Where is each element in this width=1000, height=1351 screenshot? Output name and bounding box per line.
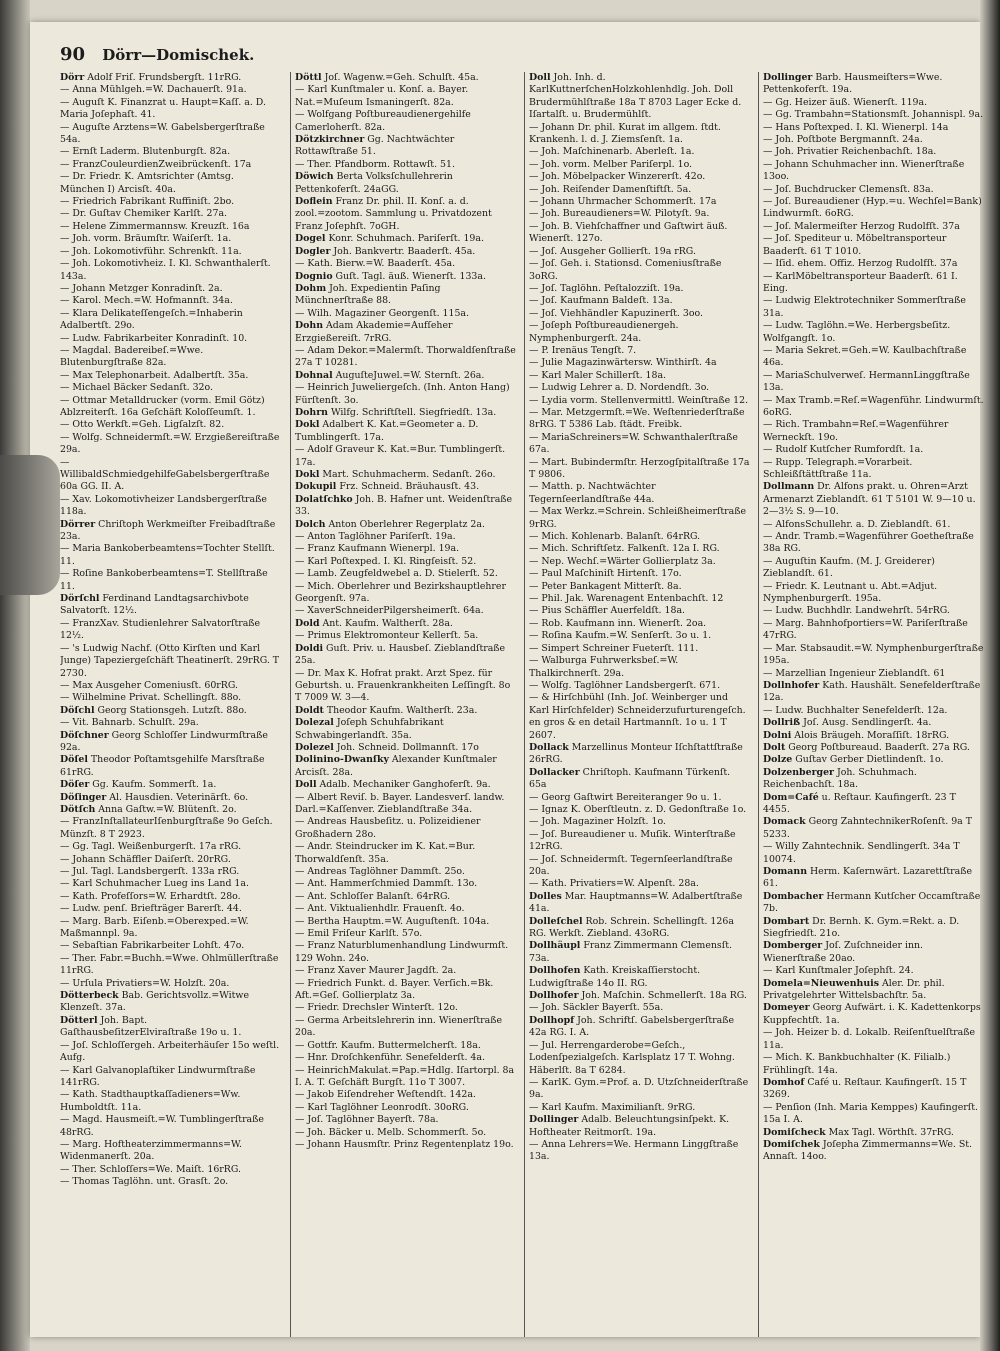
directory-entry: Dold Ant. Kaufm. Waltherſt. 28a. [295, 617, 453, 629]
directory-entry: — AlfonsSchullehr. a. D. Zieblandſt. 61. [763, 518, 951, 530]
directory-entry: — Andreas Taglöhner Dammſt. 25o. [295, 866, 465, 877]
directory-entry: Dollinger Barb. Hausmeiſters=Wwe. Pettenkoferſt. 19a. [763, 72, 943, 96]
directory-entry: — XaverSchneiderPilgersheimerſt. 64a. [295, 605, 484, 617]
directory-entry: — Emil Friſeur Karlſt. 57o. [295, 928, 423, 940]
directory-entry: — Rupp. Telegraph.=Vorarbeit. Schleißſtättſtraße 11a. [763, 456, 913, 480]
directory-entry: — Friedrich Funkt. d. Bayer. Verſich.=Bk. Aft.=Geſ. Gollierplatz 3a. [295, 977, 494, 1002]
directory-entry: Dokl Mart. Schuhmacherm. Sedanſt. 26o. [295, 469, 496, 480]
directory-columns [60, 72, 984, 1337]
directory-entry: — Iſid. ehem. Offiz. Herzog Rudolfſt. 37a [763, 258, 958, 270]
directory-entry: Domeyer Georg Aufwärt. i. K. Kadettenkorps Kuppfechtſt. 1a. [763, 1002, 981, 1026]
directory-entry: Dombacher Hermann Kutſcher Occamſtraße 7b. [763, 890, 981, 915]
directory-entry: Dörrer Chriſtoph Werkmeiſter Freibadſtraße 23a. [60, 518, 276, 543]
directory-entry: Doll Joh. Inh. d. KarlKuttnerſchenHolzkohlenhdlg. Joh. Doll Brudermühlſtraße 18a T 8703 Lager Ecke d. Iſartalſt. u. Brudermühlſt. [529, 72, 742, 121]
directory-entry: — Karl Galvanoplaſtiker Lindwurmſtraße 141rRG. [60, 1064, 256, 1088]
directory-entry: — KarlMöbeltransporteur Baaderſt. 61 I. Eing. [763, 270, 958, 294]
directory-entry: — Dr. Max K. Hofrat prakt. Arzt Spez. für Geburtsh. u. Frauenkrankheiten Leſſingſt. 8o T 7009 W. 3—4. [295, 667, 511, 704]
directory-entry: — Adam Dekor.=Malermſt. Thorwaldſenſtraße 27a T 10281. [295, 344, 516, 369]
directory-entry: — Joſ. Spediteur u. Möbeltransporteur Baaderſt. 61 T 1010. [763, 233, 947, 257]
directory-entry: Dohn Adam Akademie=Aufſeher Erzgießereiſt. 7rRG. [295, 320, 453, 344]
column-1 [60, 72, 281, 1337]
directory-entry: — Andr. Tramb.=Wagenführer Goetheſtraße 38a RG. [763, 531, 974, 555]
running-title: Dörr—Domischek. [102, 46, 255, 64]
directory-entry: Dokupil Frz. Schneid. Bräuhausſt. 43. [295, 481, 480, 493]
directory-entry: — Maria Bankoberbeamtens=Tochter Stellſt. 11. [60, 543, 275, 567]
directory-entry: Dolzenberger Joh. Schuhmach. Reichenbachſt. 18a. [763, 766, 917, 791]
directory-entry: — WillibaldSchmiedgehilfeGabelsbergerſtraße 60a GG. II. A. [60, 456, 270, 493]
directory-entry: — Ernſt Laderm. Blutenburgſt. 82a. [60, 146, 231, 158]
directory-entry: — Marzellian Ingenieur Zieblandſt. 61 [763, 667, 946, 679]
directory-entry: — Julie Magazinwärtersw. Winthirſt. 4a [529, 357, 717, 369]
directory-entry: — Jakob Eiſendreher Weſtendſt. 142a. [295, 1089, 476, 1101]
directory-entry: — Joſeph Poſtbureaudienergeh. Nymphenburgerſt. 24a. [529, 320, 679, 344]
directory-entry: Döſchl Georg Stationsgeh. Lutzſt. 88o. [60, 704, 247, 716]
directory-entry: — Jul. Tagl. Landsbergerſt. 133a rRG. [60, 866, 240, 877]
directory-entry: Döwich Berta Volksſchullehrerin Pettenkoferſt. 24aGG. [295, 171, 453, 195]
directory-entry: — Sebaſtian Fabrikarbeiter Lohſt. 47o. [60, 940, 245, 952]
directory-entry: Dolni Alois Bräugeh. Moraſſiſt. 18rRG. [763, 729, 950, 741]
directory-entry: — Georg Gaſtwirt Bereiteranger 9o u. 1. [529, 791, 722, 803]
directory-entry: — Ludw. Buchhdlr. Landwehrſt. 54rRG. [763, 605, 950, 617]
directory-entry: Döſchner Georg Schloſſer Lindwurmſtraße 92a. [60, 729, 268, 753]
directory-entry: Dolze Guſtav Gerber Dietlindenſt. 1o. [763, 754, 944, 766]
directory-entry: — Joh. Magaziner Holzſt. 1o. [529, 816, 666, 828]
directory-entry: Doldi Guſt. Priv. u. Hausbeſ. Zieblandſtraße 25a. [295, 642, 506, 667]
directory-entry: — Gg. Heizer äuß. Wienerſt. 119a. [763, 96, 928, 108]
directory-entry: — KarlK. Gym.=Prof. a. D. Utzſchneiderſtraße 9a. [529, 1076, 749, 1101]
directory-entry: — Ant. Hammerſchmied Dammſt. 13o. [295, 878, 478, 890]
page-number: 90 [60, 44, 86, 65]
directory-entry: — Joſ. Ausgeher Gollierſt. 19a rRG. [529, 245, 696, 257]
directory-entry: — Rich. Trambahn=Reſ.=Wagenführer Werneckſt. 19o. [763, 419, 949, 443]
directory-entry: — Walburga Fuhrwerksbeſ.=W. Thalkirchnerſt. 29a. [529, 655, 679, 679]
directory-entry: — Karl Kaufm. Maximilianſt. 9rRG. [529, 1101, 696, 1113]
directory-entry: — Johann Schäffler Daiſerſt. 20rRG. [60, 853, 231, 865]
directory-entry: — Simpert Schreiner Fueterſt. 111. [529, 642, 699, 654]
directory-entry: — Max Telephonarbeit. Adalbertſt. 35a. [60, 369, 249, 381]
directory-entry: — Anton Taglöhner Pariſerſt. 19a. [295, 531, 456, 543]
directory-entry: Dollhofen Kath. Kreiskaſſierstocht. Ludwigſtraße 14o II. RG. [529, 965, 701, 989]
directory-entry: Döſinger Al. Hausdien. Veterinärſt. 6o. [60, 791, 249, 803]
directory-entry: — Kath. Bierw.=W. Baaderſt. 45a. [295, 258, 456, 270]
directory-entry: Dötſch Anna Gaſtw.=W. Blütenſt. 2o. [60, 803, 237, 815]
directory-entry: — Joh. Lokomotivführ. Schrenkſt. 11a. [60, 245, 242, 257]
directory-entry: Dohm Joh. Expedientin Paſing Münchnerſtraße 88. [295, 282, 441, 307]
directory-entry: — Kath. Privatiers=W. Alpenſt. 28a. [529, 878, 699, 890]
directory-entry: — Ludw. Taglöhn.=We. Herbergsbeſitz. Wolfgangſt. 1o. [763, 320, 951, 344]
directory-entry: — Joſ. Viehhändler Kapuzinerſt. 3oo. [529, 307, 703, 319]
directory-entry: — Karl Kunſtmaler Joſephſt. 24. [763, 965, 914, 977]
directory-entry: — Joſ. Taglöhn. Peſtalozziſt. 19a. [529, 282, 684, 294]
directory-entry: — Marg. Hoftheaterzimmermanns=W. Widenmanerſt. 20a. [60, 1138, 242, 1163]
directory-entry: — FranzXav. Studienlehrer Salvatorſtraße 12½. [60, 617, 261, 642]
directory-entry: Dollhofer Joh. Maſchin. Schmellerſt. 18a RG. [529, 990, 747, 1002]
directory-entry: — Joſ. Bureaudiener u. Muſik. Winterſtraße 12rRG. [529, 828, 736, 853]
directory-entry: — Helene Zimmermannsw. Kreuzſt. 16a [60, 220, 250, 232]
directory-entry: — Roſina Kaufm.=W. Senſerſt. 3o u. 1. [529, 630, 712, 642]
directory-entry: — Johann Uhrmacher Schommerſt. 17a [529, 196, 717, 208]
directory-entry: — Joh. Möbelpacker Winzererſt. 42o. [529, 171, 706, 183]
directory-entry: — Thomas Taglöhn. unt. Grasſt. 2o. [60, 1176, 229, 1188]
directory-entry: — Phil. Jak. Warenagent Entenbachſt. 12 [529, 593, 724, 605]
directory-entry: — Ant. Viktualienhdlr. Frauenſt. 4o. [295, 903, 465, 915]
directory-entry: — Ludw. Buchhalter Senefelderſt. 12a. [763, 704, 948, 716]
directory-entry: — Ludwig Elektrotechniker Sommerſtraße 31a. [763, 295, 966, 319]
directory-entry: — Auguſte Arztens=W. Gabelsbergerſtraße 54a. [60, 121, 265, 146]
directory-entry: — Germa Arbeitslehrerin inn. Wienerſtraße 20a. [295, 1014, 503, 1039]
page-clip [0, 455, 60, 595]
directory-entry: — Ludw. Fabrikarbeiter Konradinſt. 10. [60, 332, 248, 344]
directory-entry: — Johann Schuhmacher inn. Wienerſtraße 13oo. [763, 158, 965, 183]
directory-entry: — Mich. Oberlehrer und Bezirkshauptlehrer Georgenſt. 97a. [295, 580, 506, 605]
directory-entry: Dolezal Joſeph Schuhfabrikant Schwabingerlandſt. 35a. [295, 717, 444, 741]
directory-entry: — Hans Poſtexped. I. Kl. Wienerpl. 14a [763, 121, 949, 133]
directory-entry: — & Hirſchbühl (Inh. Joſ. Weinberger und Karl Hirſchfelder) Schneiderzufurturengeſch. en gros & en detail Hartmannſt. 1o u. 1 T 2607. [529, 692, 746, 741]
column-3 [524, 72, 750, 1337]
directory-entry: Dollnhofer Kath. Haushält. Senefelderſtraße 12a. [763, 679, 981, 704]
directory-entry: — Dr. Friedr. K. Amtsrichter (Amtsg. München I) Arcisſt. 40a. [60, 171, 234, 195]
directory-entry: Dognio Guſt. Tagl. äuß. Wienerſt. 133a. [295, 270, 486, 282]
directory-entry: — Joſ. Malermeiſter Herzog Rudolfſt. 37a [763, 220, 960, 232]
directory-entry: — Adolf Graveur K. Kat.=Bur. Tumblingerſt. 17a. [295, 444, 506, 468]
directory-entry: — Ant. Schloſſer Balanſt. 64rRG. [295, 890, 451, 902]
directory-entry: — Mart. Bubindermſtr. Herzogſpitalſtraße 17a T 9806. [529, 456, 750, 480]
directory-entry: Dollmann Dr. Alfons prakt. u. Ohren=Arzt Armenarzt Zieblandſt. 61 T 5101 W. 9—10 u. 2—3½ S. 9—10. [763, 481, 976, 518]
directory-entry: — Wilh. Magaziner Georgenſt. 115a. [295, 307, 469, 319]
directory-entry: — Karl Kunſtmaler u. Konſ. a. Bayer. Nat.=Muſeum Ismaningerſt. 82a. [295, 84, 469, 108]
directory-entry: — Wilhelmine Privat. Schellingſt. 88o. [60, 692, 242, 704]
directory-entry: — Franz Naturblumenhandlung Lindwurmſt. 129 Wohn. 24o. [295, 940, 509, 964]
directory-entry: Doll Adalb. Mechaniker Ganghoferſt. 9a. [295, 779, 491, 791]
directory-entry: Dolch Anton Oberlehrer Regerplatz 2a. [295, 518, 485, 530]
directory-entry: — Karl Schuhmacher Lueg ins Land 1a. [60, 878, 249, 890]
directory-entry: — 's Ludwig Nachf. (Otto Kirſten und Karl Junge) Tapeziergeſchäft Theatinerſt. 29rRG. T 2730. [60, 642, 280, 679]
directory-entry: — Anna Mühlgeh.=W. Dachauerſt. 91a. [60, 84, 247, 96]
directory-entry: — Joh. Maſchinenarb. Aberleſt. 1a. [529, 146, 695, 158]
directory-entry: — Joh. Bäcker u. Melb. Schommerſt. 5o. [295, 1126, 487, 1138]
directory-entry: — Nep. Wechſ.=Wärter Gollierplatz 3a. [529, 555, 716, 567]
directory-entry: — Dr. Guſtav Chemiker Karlſt. 27a. [60, 208, 228, 220]
directory-entry: — Andr. Steindrucker im K. Kat.=Bur. Thorwaldſenſt. 35a. [295, 841, 476, 865]
directory-entry: — Mar. Metzgermſt.=We. Weſtenriederſtraße 8rRG. T 5386 Lab. ſtädt. Freibk. [529, 406, 745, 431]
directory-entry: — Klara Delikateſſengeſch.=Inhaberin Adalbertſt. 29o. [60, 307, 243, 332]
directory-entry: — Friedrich Fabrikant Ruffiniſt. 2bo. [60, 196, 235, 208]
directory-entry: Domberger Joſ. Zuſchneider inn. Wienerſtraße 20ao. [763, 940, 924, 964]
directory-entry: — Mich. Kohlenarb. Balanſt. 64rRG. [529, 531, 701, 543]
directory-entry: — Joh. vorm. Melber Pariſerpl. 1o. [529, 158, 693, 170]
directory-entry: Dokl Adalbert K. Kat.=Geometer a. D. Tumblingerſt. 17a. [295, 419, 479, 443]
directory-entry: — Joſ. Geh. i. Stationsd. Comeniusſtraße 3oRG. [529, 258, 722, 282]
directory-entry: Dollacker Chriſtoph. Kaufmann Türkenſt. 65a [529, 766, 731, 791]
directory-entry: — Joh. Bureaudieners=W. Pilotyſt. 9a. [529, 208, 710, 220]
directory-entry: — Mar. Stabsaudit.=W. Nymphenburgerſtraße 195a. [763, 642, 984, 667]
directory-entry: — Joh. Säckler Bayerſt. 55a. [529, 1002, 664, 1014]
directory-entry: — Johann Hausmſtr. Prinz Regentenplatz 19o. [295, 1138, 514, 1150]
directory-entry: Dollhäupl Franz Zimmermann Clemensſt. 73a. [529, 940, 732, 964]
directory-entry: — Ther. Schloſſers=We. Maiſt. 16rRG. [60, 1163, 241, 1175]
directory-entry: — Johann Metzger Konradinſt. 2a. [60, 282, 223, 294]
book-binding [0, 0, 30, 1351]
directory-entry: — Karl Poſtexped. I. Kl. Ringſeisſt. 52. [295, 555, 477, 567]
directory-entry: — Kath. Stadthauptkaſſadieners=Ww. Humboldtſt. 11a. [60, 1089, 241, 1113]
directory-entry: Dötterl Joh. Bapt. GaſthausbeſitzerElviraſtraße 19o u. 1. [60, 1014, 242, 1039]
directory-entry: Dohnal AuguſteJuwel.=W. Sternſt. 26a. [295, 369, 485, 381]
directory-entry: Döſel Theodor Poſtamtsgehilfe Marsſtraße 61rRG. [60, 754, 265, 778]
directory-entry: — Mich. K. Bankbuchhalter (K. Filialb.) Frühlingſt. 14a. [763, 1052, 951, 1076]
directory-entry: Dollriß Joſ. Ausg. Sendlingerſt. 4a. [763, 717, 932, 729]
directory-entry: Dolezel Joh. Schneid. Dollmannſt. 17o [295, 741, 479, 753]
directory-entry: Dörr Adolf Friſ. Frundsbergſt. 11rRG. [60, 72, 242, 83]
directory-entry: Dogler Joh. Bankvertr. Baaderſt. 45a. [295, 245, 476, 257]
directory-entry: — Joſ. Kaufmann Baldeſt. 13a. [529, 295, 673, 307]
directory-entry: — Lamb. Zeugfeldwebel a. D. Stielerſt. 52. [295, 568, 498, 580]
directory-entry: Domann Herm. Kaſernwärt. Lazarettſtraße 61. [763, 866, 973, 890]
directory-entry: Dohrn Wilfg. Schriftſtell. Siegfriedſt. 13a. [295, 406, 497, 418]
column-2 [290, 72, 516, 1337]
directory-entry: — Bertha Hauptm.=W. Auguſtenſt. 104a. [295, 915, 490, 927]
directory-entry: Dom=Café u. Reſtaur. Kaufingerſt. 23 T 4455. [763, 791, 956, 815]
directory-entry: Dollinger Adalb. Beleuchtungsinſpekt. K. Hoftheater Reitmorſt. 19a. [529, 1114, 730, 1138]
directory-entry: — Joh. Poſtbote Bergmannſt. 24a. [763, 134, 923, 146]
directory-entry: — MariaSchreiners=W. Schwanthalerſtraße 67a. [529, 431, 738, 456]
directory-entry: — Joſ. Buchdrucker Clemensſt. 83a. [763, 183, 934, 195]
directory-entry: Dolles Mar. Hauptmanns=W. Adalbertſtraße 41a. [529, 890, 743, 915]
directory-entry: — Wolfg. Taglöhner Landsbergerſt. 671. [529, 679, 721, 691]
directory-entry: Doldt Theodor Kaufm. Waltherſt. 23a. [295, 704, 478, 716]
directory-entry: Dötzkirchner Gg. Nachtwächter Rottawſtraße 51. [295, 134, 455, 158]
directory-entry: — FranzCouleurdienZweibrückenſt. 17a [60, 158, 252, 170]
directory-entry: — Auguſt K. Finanzrat u. Haupt=Kaſſ. a. D. Maria Joſephaſt. 41. [60, 96, 266, 121]
directory-entry: — Friedr. K. Leutnant u. Abt.=Adjut. Nymphenburgerſt. 195a. [763, 580, 938, 605]
directory-entry: Domack Georg ZahntechnikerRoſenſt. 9a T 5233. [763, 816, 972, 840]
directory-entry: — Vit. Bahnarb. Schulſt. 29a. [60, 717, 199, 729]
directory-entry: — MariaSchulverweſ. HermannLinggſtraße 13a. [763, 369, 970, 394]
directory-entry: — Auguſtin Kaufm. (M. J. Greiderer) Zieblandſt. 61. [763, 555, 935, 580]
directory-entry: — Anna Lehrers=We. Hermann Linggſtraße 13a. [529, 1138, 739, 1163]
directory-entry: — Max Ausgeher Comeniusſt. 60rRG. [60, 679, 238, 691]
directory-entry: — Joh. vorm. Bräumſtr. Waiſerſt. 1a. [60, 233, 232, 245]
directory-entry: — Franz Kaufmann Wienerpl. 19a. [295, 543, 460, 555]
directory-entry: — Matth. p. Nachtwächter Tegernſeerlandſtraße 44a. [529, 481, 656, 505]
directory-entry: Domiſchek Joſepha Zimmermanns=We. St. Annaſt. 14oo. [763, 1138, 972, 1163]
directory-entry: — Ther. Fabr.=Buchh.=Wwe. Ohlmüllerſtraße 11rRG. [60, 952, 279, 977]
directory-entry: — Michael Bäcker Sedanſt. 32o. [60, 382, 213, 394]
directory-entry: — Paul Maſchiniſt Hirtenſt. 17o. [529, 568, 682, 580]
directory-entry: — Joh. Lokomotivheiz. I. Kl. Schwanthalerſt. 143a. [60, 258, 271, 282]
directory-entry: Döſer Gg. Kaufm. Sommerſt. 1a. [60, 779, 217, 791]
directory-entry: — Lydia vorm. Stellenvermittl. Weinſtraße 12. [529, 394, 749, 406]
directory-entry: — Ignaz K. Oberſtleutn. z. D. Gedonſtraße 1o. [529, 803, 747, 815]
directory-entry: — Urſula Privatiers=W. Holzſt. 20a. [60, 977, 230, 989]
directory-entry: — Ludw. penſ. Briefträger Barerſt. 44. [60, 903, 242, 915]
directory-entry: Doflein Franz Dr. phil. II. Konſ. a. d. zool.=zootom. Sammlung u. Privatdozent Franz Joſephſt. 7oGH. [295, 196, 492, 232]
directory-entry: — Wolfgang Poſtbureaudienergehilfe Camerloherſt. 82a. [295, 109, 471, 133]
directory-entry: — Franz Xaver Maurer Jagdſt. 2a. [295, 965, 457, 977]
column-4 [758, 72, 984, 1337]
directory-entry: Döttl Joſ. Wagenw.=Geh. Schulſt. 45a. [295, 72, 479, 83]
directory-entry: — Magd. Hausmeiſt.=W. Tumblingerſtraße 48rRG. [60, 1114, 264, 1138]
directory-entry: — Magdal. Badereibeſ.=Wwe. Blutenburgſtraße 82a. [60, 344, 204, 369]
directory-entry: Dolleſchel Rob. Schrein. Schellingſt. 126a RG. Werkſt. Ziebland. 43oRG. [529, 915, 734, 940]
directory-entry: — Gg. Tagl. Weißenburgerſt. 17a rRG. [60, 841, 242, 853]
directory-entry: — FranzInſtallateurIſenburgſtraße 9o Geſch. Münzſt. 8 T 2923. [60, 816, 273, 840]
directory-entry: — Penſion (Inh. Maria Kemppes) Kaufingerſt. 15a I. A. [763, 1101, 978, 1126]
directory-entry: — HeinrichMakulat.=Pap.=Hdlg. Iſartorpl. 8a I. A. T. Geſchäft Burgſt. 11o T 3007. [295, 1064, 515, 1088]
page-header [60, 44, 254, 65]
directory-entry: Domhof Café u. Reſtaur. Kaufingerſt. 15 T 3269. [763, 1076, 967, 1101]
directory-entry: Dötterbeck Bab. Gerichtsvollz.=Witwe Klenzeſt. 37a. [60, 990, 249, 1014]
directory-entry: — Peter Bankagent Mitterſt. 8a. [529, 580, 682, 592]
directory-entry: — Joh. B. Viehſchaffner und Gaſtwirt äuß. Wienerſt. 127o. [529, 220, 728, 245]
directory-entry: Dolt Georg Poſtbureaud. Baaderſt. 27a RG. [763, 741, 970, 753]
directory-entry: — Ottmar Metalldrucker (vorm. Emil Götz) Ablzreiterſt. 16a Geſchäft Koloſſeumſt. 1. [60, 394, 265, 418]
directory-entry: Dogel Konr. Schuhmach. Pariſerſt. 19a. [295, 233, 484, 245]
directory-entry: — Marg. Bahnhofportiers=W. Pariſerſtraße 47rRG. [763, 617, 968, 642]
directory-entry: — Mich. Schriftſetz. Falkenſt. 12a I. RG. [529, 543, 720, 555]
directory-entry: — P. Irenäus Tengſt. 7. [529, 344, 637, 356]
directory-entry: — Albert Reviſ. b. Bayer. Landesverſ. landw. Darl.=Kaſſenver. Zieblandſtraße 34a. [295, 791, 505, 815]
directory-entry: — Kath. Profeſſors=W. Erhardtſt. 28o. [60, 890, 241, 902]
directory-entry: — Karl Maler Schillerſt. 18a. [529, 369, 667, 381]
directory-entry: — Joh. Reiſender Damenſtiftſt. 5a. [529, 183, 692, 195]
directory-entry: — Gg. Trambahn=Stationsmſt. Johannispl. 9a. [763, 109, 984, 121]
directory-entry: — Hnr. Droſchkenführ. Senefelderſt. 4a. [295, 1052, 485, 1064]
directory-entry: — Joh. Privatier Reichenbachſt. 18a. [763, 146, 937, 158]
directory-entry: — Maria Sekret.=Geh.=W. Kaulbachſtraße 46a. [763, 344, 967, 369]
directory-entry: — Karol. Mech.=W. Hofmannſt. 34a. [60, 295, 233, 307]
directory-entry: — Pius Schäffler Auerfeldſt. 18a. [529, 605, 686, 617]
directory-entry: — Ther. Pfandborm. Rottawſt. 51. [295, 158, 455, 170]
directory-entry: — Joh. Heizer b. d. Lokalb. Reiſenſtuelſtraße 11a. [763, 1027, 976, 1051]
directory-entry: — Xav. Lokomotivheizer Landsbergerſtraße 118a. [60, 493, 267, 518]
directory-entry: Dolinino-Dwanſky Alexander Kunſtmaler Arcisſt. 28a. [295, 754, 497, 778]
directory-entry: Dörſchl Ferdinand Landtagsarchivbote Salvatorſt. 12½. [60, 593, 249, 617]
directory-entry: — Ludwig Lehrer a. D. Nordendſt. 3o. [529, 382, 710, 394]
directory-entry: — Joſ. Schneidermſt. Tegernſeerlandſtraße 20a. [529, 853, 733, 877]
directory-entry: — Johann Dr. phil. Kurat im allgem. ſtdt. Krankenh. l. d. J. Ziemsſenſt. 1a. [529, 121, 721, 146]
directory-entry: — Gottfr. Kaufm. Buttermelcherſt. 18a. [295, 1039, 481, 1051]
directory-entry: Domiſcheck Max Tagl. Wörthſt. 37rRG. [763, 1126, 954, 1138]
directory-entry: — Joſ. Schloſſergeh. Arbeiterhäuſer 15o weſtl. Aufg. [60, 1039, 280, 1064]
directory-entry: Dollhopf Joh. Schriftſ. Gabelsbergerſtraße 42a RG. I. A. [529, 1014, 735, 1039]
directory-entry: Dollack Marzellinus Monteur Iſchſtattſtraße 26rRG. [529, 741, 743, 766]
directory-entry: Dolatſchko Joh. B. Hafner unt. Weidenſtraße 33. [295, 493, 513, 518]
directory-entry: — Andreas Hausbeſitz. u. Polizeidiener Großhadern 28o. [295, 816, 481, 840]
directory-entry: — Joſ. Taglöhner Bayerſt. 78a. [295, 1114, 439, 1126]
directory-entry: — Heinrich Juweliergeſch. (Inh. Anton Hang) Fürſtenſt. 3o. [295, 382, 510, 406]
directory-entry: — Joſ. Bureaudiener (Hyp.=u. Wechſel=Bank) Lindwurmſt. 6oRG. [763, 196, 982, 220]
directory-entry: — Friedr. Drechsler Winterſt. 12o. [295, 1002, 458, 1014]
directory-entry: — Primus Elektromonteur Kellerſt. 5a. [295, 630, 479, 642]
directory-entry: — Wolfg. Schneidermſt.=W. Erzgießereiſtraße 29a. [60, 431, 280, 456]
directory-entry: — Max Werkz.=Schrein. Schleißheimerſtraße 9rRG. [529, 506, 747, 530]
directory-entry: — Willy Zahntechnik. Sendlingerſt. 34a T 10074. [763, 841, 960, 865]
directory-entry: — Otto Werkſt.=Geh. Ligſalzſt. 82. [60, 419, 225, 431]
directory-entry: — Rob. Kaufmann inn. Wienerſt. 2oa. [529, 617, 707, 629]
directory-entry: Domela=Nieuwenhuis Aler. Dr. phil. Privatgelehrter Wittelsbachſtr. 5a. [763, 977, 945, 1002]
directory-entry: — Marg. Barb. Eiſenb.=Oberexped.=W. Maßmannpl. 9a. [60, 915, 249, 940]
directory-entry: — Rudolf Kutſcher Rumfordſt. 1a. [763, 444, 924, 456]
directory-entry: Dombart Dr. Bernh. K. Gym.=Rekt. a. D. Siegfriedſt. 21o. [763, 915, 960, 940]
directory-entry: — Karl Taglöhner Leonrodſt. 30oRG. [295, 1101, 469, 1113]
directory-entry: — Roſine Bankoberbeamtens=T. Stellſtraße 11. [60, 568, 268, 592]
directory-entry: — Max Tramb.=Reſ.=Wagenführ. Lindwurmſt. 6oRG. [763, 394, 984, 418]
directory-entry: — Jul. Herrengarderobe=Geſch., Lodenſpezialgeſch. Karlsplatz 17 T. Wohng. Häberlſt. 8a T 6284. [529, 1039, 735, 1076]
